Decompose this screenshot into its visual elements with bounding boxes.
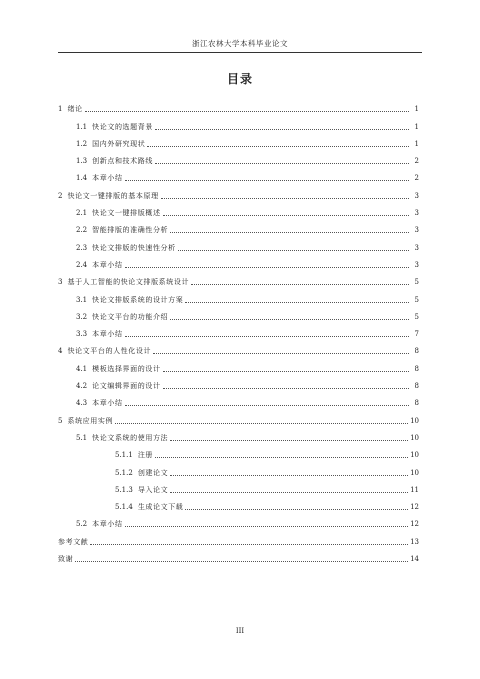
toc-entry-page: 2 (414, 174, 419, 183)
toc-entry-number: 4.3 (76, 399, 88, 408)
toc-dot-leader (185, 508, 408, 510)
toc-dot-leader (163, 387, 409, 389)
toc-entry-number: 1.3 (76, 157, 88, 166)
page-number: III (235, 627, 245, 635)
toc-entry-title: 参考文献 (58, 537, 89, 546)
toc-entry-title: 快论文平台的功能介绍 (92, 312, 169, 321)
toc-entry-number: 5.1.2 (115, 468, 133, 477)
toc-entry-title: 论文编辑界面的设计 (92, 382, 161, 391)
toc-entry-page: 10 (410, 451, 419, 460)
toc-entry-page: 5 (414, 278, 419, 287)
toc-entry-page: 3 (414, 191, 419, 200)
toc-dot-leader (125, 335, 409, 337)
toc-entry-page: 1 (414, 105, 419, 114)
toc-entry[interactable] (58, 547, 419, 564)
toc-entry[interactable] (58, 374, 419, 391)
toc-entry-title: 绪论 (67, 105, 83, 114)
toc-entry-page: 3 (414, 260, 419, 269)
toc-entry-page: 10 (410, 433, 419, 442)
toc-dot-leader (125, 404, 409, 406)
toc-entry-title: 快论文排版的快速性分析 (92, 243, 176, 252)
toc-list (58, 97, 419, 564)
toc-entry[interactable] (58, 218, 419, 235)
toc-entry[interactable] (58, 287, 419, 304)
toc-entry-page: 10 (410, 416, 419, 425)
toc-entry-number: 2.3 (76, 243, 88, 252)
toc-entry-number: 5.1 (76, 433, 88, 442)
toc-entry-number: 3.3 (76, 330, 88, 339)
toc-entry-page: 1 (414, 139, 419, 148)
toc-entry[interactable] (58, 322, 419, 339)
toc-dot-leader (90, 543, 408, 545)
toc-entry-number: 2.2 (76, 226, 88, 235)
toc-title: 目录 (226, 72, 253, 86)
toc-dot-leader (170, 491, 408, 493)
toc-entry-page: 12 (410, 520, 419, 529)
toc-entry-page: 8 (414, 382, 419, 391)
toc-entry-title: 导入论文 (137, 485, 169, 494)
toc-entry[interactable] (58, 183, 419, 200)
toc-dot-leader (191, 283, 409, 285)
toc-dot-leader (163, 370, 409, 372)
toc-dot-leader (170, 231, 409, 233)
toc-entry-page: 7 (414, 330, 419, 339)
toc-entry[interactable] (58, 391, 419, 408)
toc-entry[interactable] (58, 253, 419, 270)
toc-entry-page: 5 (414, 295, 419, 304)
toc-dot-leader (163, 214, 409, 216)
toc-entry[interactable] (58, 529, 419, 546)
toc-entry-number: 4 (58, 347, 63, 356)
toc-entry-page: 3 (414, 243, 419, 252)
toc-dot-leader (161, 197, 409, 199)
toc-entry[interactable] (58, 114, 419, 131)
toc-entry-title: 国内外研究现状 (92, 139, 146, 148)
toc-entry-title: 基于人工智能的快论文排版系统设计 (67, 278, 190, 287)
toc-entry[interactable] (58, 97, 419, 114)
toc-dot-leader (170, 474, 408, 476)
toc-entry-number: 1.1 (76, 122, 88, 131)
toc-entry-page: 3 (414, 226, 419, 235)
toc-entry[interactable] (58, 495, 419, 512)
toc-entry-title: 快论文的选题背景 (92, 122, 153, 131)
toc-entry-number: 1 (58, 105, 63, 114)
toc-entry-title: 快论文一键排版的基本原理 (67, 191, 159, 200)
toc-entry-title: 创新点和技术路线 (92, 157, 153, 166)
toc-entry-number: 4.1 (76, 364, 88, 373)
toc-entry-page: 10 (410, 468, 419, 477)
toc-entry-number: 3.1 (76, 295, 88, 304)
toc-dot-leader (178, 249, 409, 251)
toc-dot-leader (170, 318, 409, 320)
toc-dot-leader (125, 266, 409, 268)
toc-entry-page: 3 (414, 209, 419, 218)
toc-entry[interactable] (58, 339, 419, 356)
toc-entry-number: 5.2 (76, 520, 88, 529)
toc-entry[interactable] (58, 201, 419, 218)
toc-entry-title: 本章小结 (92, 260, 123, 269)
toc-dot-leader (125, 525, 409, 527)
toc-entry-number: 5 (58, 416, 63, 425)
toc-entry[interactable] (58, 512, 419, 529)
toc-entry[interactable] (58, 132, 419, 149)
toc-entry[interactable] (58, 235, 419, 252)
toc-entry-page: 8 (414, 364, 419, 373)
toc-dot-leader (155, 128, 409, 130)
toc-entry-page: 11 (410, 485, 419, 494)
toc-dot-leader (147, 145, 409, 147)
toc-entry[interactable] (58, 270, 419, 287)
toc-dot-leader (185, 301, 409, 303)
toc-entry-page: 8 (414, 347, 419, 356)
toc-entry-page: 13 (410, 537, 419, 546)
toc-entry-title: 本章小结 (92, 399, 123, 408)
toc-entry[interactable] (58, 166, 419, 183)
toc-entry-title: 模板选择界面的设计 (92, 364, 161, 373)
toc-entry-title: 系统应用实例 (67, 416, 114, 425)
toc-entry-page: 2 (414, 157, 419, 166)
page-header (58, 38, 422, 53)
toc-entry-number: 3.2 (76, 312, 88, 321)
toc-entry-number: 5.1.3 (115, 485, 133, 494)
toc-entry[interactable] (58, 443, 419, 460)
toc-entry-title: 生成论文下载 (137, 503, 184, 512)
toc-entry-number: 5.1.1 (115, 451, 133, 460)
toc-dot-leader (153, 352, 409, 354)
toc-entry-page: 14 (410, 555, 419, 564)
toc-entry-title: 创建论文 (137, 468, 169, 477)
toc-entry-title: 快论文一键排版概述 (92, 209, 161, 218)
toc-entry[interactable] (58, 305, 419, 322)
toc-entry-title: 本章小结 (92, 520, 123, 529)
toc-entry[interactable] (58, 356, 419, 373)
toc-entry-title: 注册 (137, 451, 154, 460)
toc-entry-title: 本章小结 (92, 330, 123, 339)
toc-entry-title: 快论文系统的使用方法 (92, 433, 169, 442)
toc-entry-number: 4.2 (76, 382, 88, 391)
toc-entry-page: 5 (414, 312, 419, 321)
toc-entry[interactable] (58, 149, 419, 166)
toc-entry-title: 快论文平台的人性化设计 (67, 347, 152, 356)
toc-entry-number: 2 (58, 191, 63, 200)
toc-entry-number: 1.4 (76, 174, 88, 183)
toc-entry-title: 快论文排版系统的设计方案 (92, 295, 184, 304)
toc-entry-number: 2.1 (76, 209, 88, 218)
toc-entry-page: 8 (414, 399, 419, 408)
toc-entry-title: 致谢 (58, 555, 74, 564)
toc-entry-number: 1.2 (76, 139, 88, 148)
toc-entry-number: 2.4 (76, 260, 88, 269)
toc-dot-leader (155, 162, 409, 164)
toc-entry-page: 1 (414, 122, 419, 131)
toc-entry-number: 5.1.4 (115, 503, 133, 512)
toc-entry-number: 3 (58, 278, 63, 287)
toc-dot-leader (155, 456, 408, 458)
toc-entry[interactable] (58, 478, 419, 495)
toc-dot-leader (125, 179, 409, 181)
toc-entry-title: 智能排版的准确性分析 (92, 226, 169, 235)
toc-dot-leader (85, 110, 409, 112)
toc-entry[interactable] (58, 426, 419, 443)
toc-dot-leader (170, 439, 408, 441)
toc-entry-page: 12 (410, 503, 419, 512)
toc-dot-leader (115, 422, 408, 424)
toc-dot-leader (75, 560, 408, 562)
header-text: 浙江农林大学本科毕业论文 (192, 39, 288, 48)
toc-entry-title: 本章小结 (92, 174, 123, 183)
toc-entry[interactable] (58, 460, 419, 477)
toc-entry[interactable] (58, 408, 419, 425)
